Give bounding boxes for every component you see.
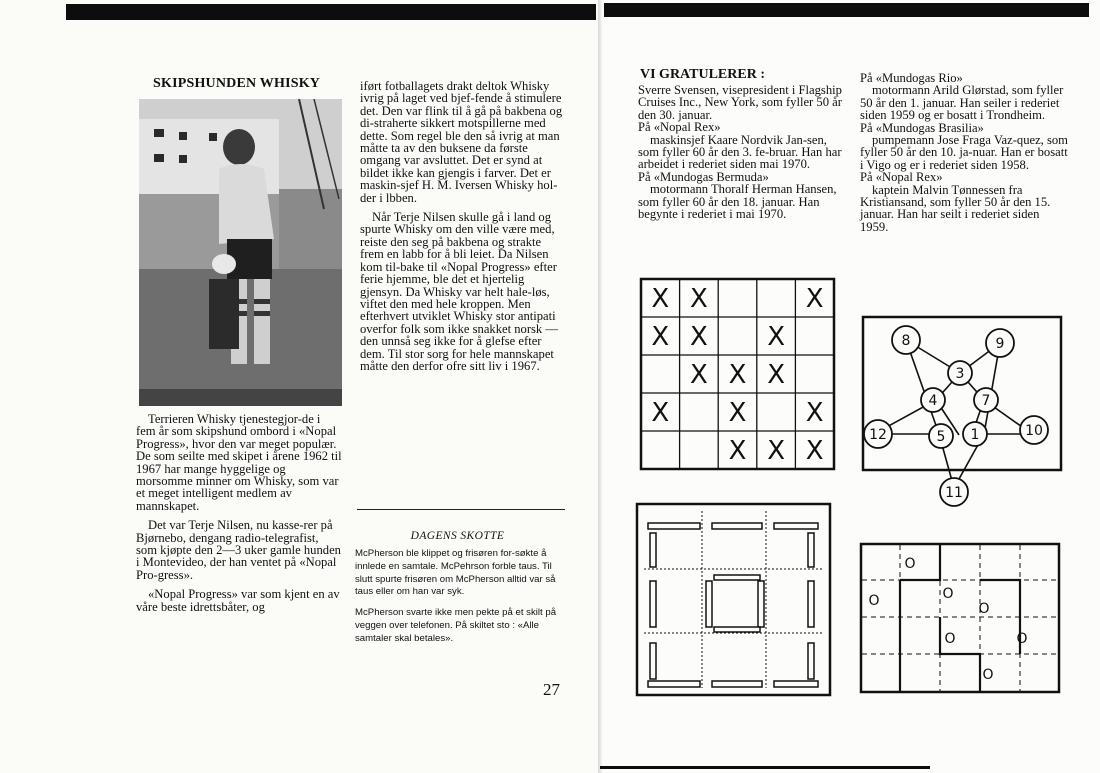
star-number-11: 11 [945, 485, 963, 501]
x-mark: X [767, 436, 786, 466]
section-divider [357, 509, 565, 510]
star-puzzle [862, 316, 1062, 471]
x-mark: X [651, 322, 670, 352]
ship-label-2: På «Mundogas Bermuda» [638, 169, 769, 184]
skotte-title: DAGENS SKOTTE [410, 530, 505, 542]
gratulerer-heading: VI GRATULERER : [640, 67, 765, 82]
greeting-3: motormann Thoralf Herman Hansen, som fyller 60 år den 18. januar. Han begynte i rederiet i mai 1970. [638, 182, 837, 222]
ship-label-4: På «Mundogas Brasilia» [860, 120, 984, 135]
star-number-7: 7 [981, 393, 991, 409]
x-mark: X [805, 436, 824, 466]
x-mark: X [728, 360, 747, 390]
caption-paragraph-3: «Nopal Progress» var som kjent en av våre beste idrettsbåter, og [136, 587, 340, 614]
x-grid-puzzle [640, 278, 835, 470]
ship-label-5: På «Nopal Rex» [860, 170, 943, 185]
star-bottom-circle [938, 476, 970, 508]
gratulerer-column-1 [638, 84, 846, 220]
top-black-bar-right [604, 3, 1089, 17]
middle-column-text [360, 80, 565, 379]
circle-mark-5: O [944, 631, 956, 647]
skotte-text [355, 548, 563, 654]
greeting-4: motormann Arild Glørstad, som fyller 50 år den 1. januar. Han seiler i rederiet siden 1959 og er bosatt i Trondheim. [860, 83, 1064, 123]
star-number-5: 5 [936, 429, 946, 445]
greeting-5: pumpemann Jose Fraga Vaz-quez, som fyller 50 år den 10. ja-nuar. Han er bosatt i Vigo og er i rederiet siden 1958. [860, 133, 1068, 172]
gratulerer-column-2 [860, 72, 1068, 233]
greeting-1: Sverre Svensen, visepresident i Flagship Cruises Inc., New York, som fyller 50 år den 30. januar. [638, 83, 842, 122]
skotte-paragraph-2: McPherson svarte ikke men pekte på et skilt på veggen over telefonen. På skiltet sto : «Alle samtaler skal betales». [355, 607, 557, 644]
circle-mark-1: O [904, 556, 916, 572]
x-mark: X [767, 322, 786, 352]
ship-label-1: På «Nopal Rex» [638, 120, 721, 135]
caption-paragraph-2: Det var Terje Nilsen, nu kasse-rer på Bjørnebo, dengang radio-telegrafist, som kjøpte den 2—3 uker gamle hunden i Montevideo, der han ventet på «Nopal Pro-gress». [136, 518, 341, 582]
circle-mark-2: O [868, 593, 880, 609]
star-number-10: 10 [1025, 423, 1043, 439]
left-column-text [136, 413, 342, 620]
page-gutter [598, 0, 602, 773]
x-mark: X [728, 398, 747, 428]
top-black-bar-left [66, 4, 596, 20]
x-mark: X [651, 284, 670, 314]
greeting-2: maskinsjef Kaare Nordvik Jan-sen, som fyller 60 år den 3. fe-bruar. Han har arbeidet i rederiet siden mai 1970. [638, 132, 842, 172]
star-number-3: 3 [955, 366, 965, 382]
star-number-1: 1 [970, 427, 980, 443]
circle-grid-puzzle [860, 543, 1060, 693]
skotte-paragraph-1: McPherson ble klippet og frisøren for-søkte å innlede en samtale. McPehrson forble taus. Til slutt spurte frisøren om McPherson alltid var så taus eller om han var syk. [355, 548, 556, 598]
star-number-9: 9 [995, 336, 1005, 352]
caption-paragraph-1: Terrieren Whisky tjenestegjor-de i fem år som skipshund ombord i «Nopal Progress», hvor den var meget populær. De som seilte med skipet i årene 1962 til 1967 har mange hyggelige og morsomme minner om Whisky, som var et meget intelligent medlem av mannskapet. [136, 412, 342, 513]
x-mark: X [651, 398, 670, 428]
bottom-rule-right [600, 766, 930, 769]
x-mark: X [728, 436, 747, 466]
star-number-8: 8 [901, 333, 911, 349]
circle-mark-3: O [942, 586, 954, 602]
circle-mark-4: O [978, 601, 990, 617]
circle-mark-7: O [982, 667, 994, 683]
x-mark: X [805, 284, 824, 314]
star-number-4: 4 [928, 393, 938, 409]
article-paragraph-1: iført fotballagets drakt deltok Whisky ivrig på laget ved bjef-fende å stimulere det. Den var flink til å gå på bakbena og di-straherte sikkert motspillerne med dette. Som regel ble den så ivrig at man måtte ta av den buksene da første omgang var avsluttet. Det er synd at bildet ikke kan gjengis i farver. Det er maskin-sjef H. M. Iversen Whisky hol-der i lbben. [360, 79, 563, 205]
ship-label-3: På «Mundogas Rio» [860, 71, 963, 85]
matchstick-puzzle [636, 503, 831, 696]
article-title: SKIPSHUNDEN WHISKY [153, 76, 321, 91]
x-mark: X [767, 360, 786, 390]
dog-photo [139, 99, 342, 406]
greeting-6: kaptein Malvin Tønnessen fra Kristiansand, som fyller 50 år den 15. januar. Han har seilt i rederiet siden 1959. [860, 182, 1051, 234]
x-mark: X [689, 322, 708, 352]
star-number-12: 12 [869, 427, 887, 443]
x-mark: X [689, 284, 708, 314]
x-mark: X [689, 360, 708, 390]
article-paragraph-2: Når Terje Nilsen skulle gå i land og spurte Whisky om den ville være med, reiste den seg på bakbena og strakte frem en labb for å bli leiet. Da Nilsen kom til-bake til «Nopal Progress» efter ferie hjemme, ble det et hjertelig gjensyn. Da Whisky var helt hale-løs, viftet den med hele kroppen. Men efterhvert utviklet Whisky stor antipati overfor folk som ikke snakket norsk — den unnså seg ikke for å glefse efter dem. Til stor sorg for hele mannskapet måtte den derfor ofre sitt liv i 1967. [360, 210, 558, 373]
x-mark: X [805, 398, 824, 428]
page-number: 27 [543, 680, 560, 699]
circle-mark-6: O [1016, 631, 1028, 647]
